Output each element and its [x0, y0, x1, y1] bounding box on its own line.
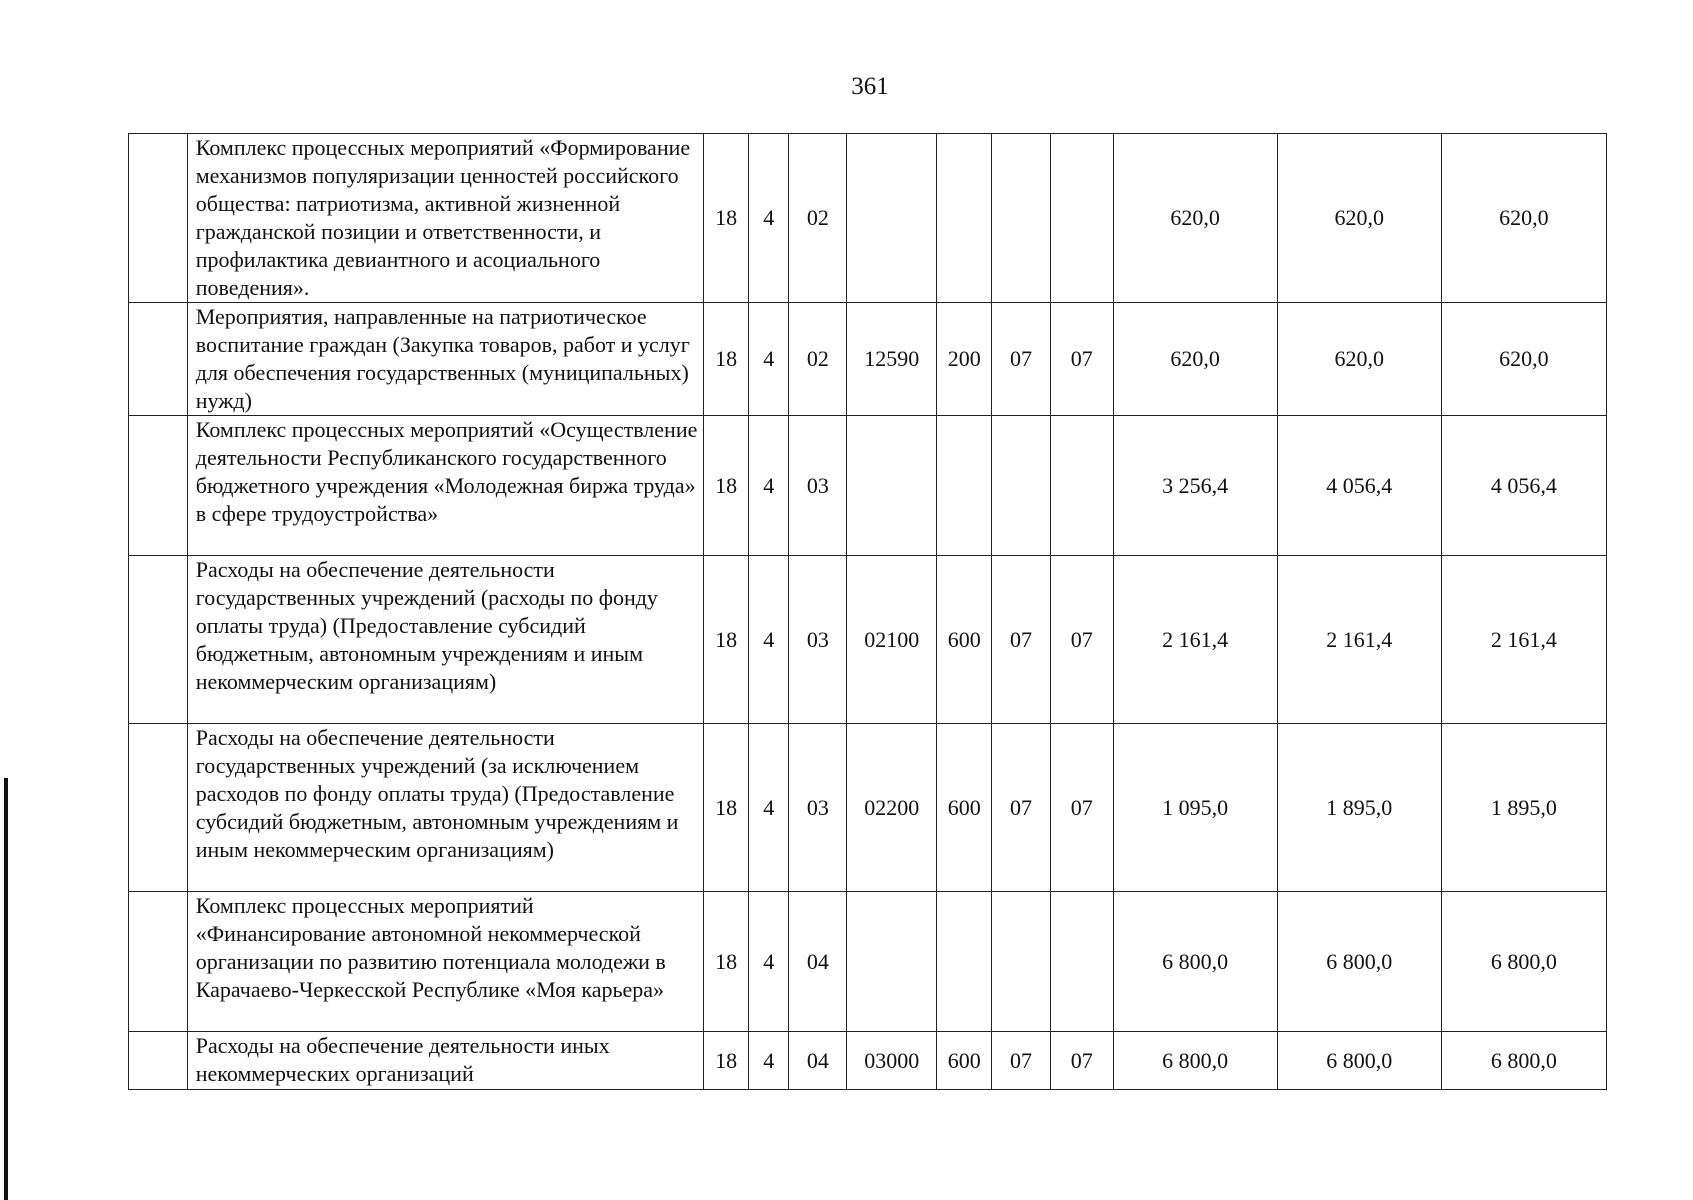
table-row [129, 892, 1607, 1032]
code-cell [847, 892, 937, 1032]
code-cell: 4 [748, 1032, 789, 1090]
table-row [129, 134, 1607, 303]
amount-cell: 6 800,0 [1277, 1032, 1441, 1090]
amount-cell: 1 895,0 [1441, 724, 1606, 892]
row-index-cell [129, 892, 188, 1032]
code-cell: 18 [704, 724, 749, 892]
amount-cell: 4 056,4 [1441, 416, 1606, 556]
amount-cell: 3 256,4 [1113, 416, 1277, 556]
code-cell: 4 [748, 416, 789, 556]
code-cell: 600 [937, 1032, 992, 1090]
code-cell: 04 [789, 892, 847, 1032]
budget-table [128, 133, 1607, 1090]
code-cell: 600 [937, 724, 992, 892]
row-description: Расходы на обеспечение деятельности иных некоммерческих организаций [187, 1032, 704, 1090]
amount-cell: 2 161,4 [1277, 556, 1441, 724]
code-cell: 07 [1050, 1032, 1113, 1090]
code-cell: 4 [748, 134, 789, 303]
code-cell: 07 [992, 556, 1051, 724]
amount-cell: 6 800,0 [1113, 892, 1277, 1032]
row-index-cell [129, 556, 188, 724]
code-cell: 4 [748, 303, 789, 416]
code-cell [1050, 134, 1113, 303]
code-cell: 07 [992, 1032, 1051, 1090]
code-cell: 03000 [847, 1032, 937, 1090]
code-cell [937, 134, 992, 303]
amount-cell: 2 161,4 [1441, 556, 1606, 724]
code-cell: 02 [789, 303, 847, 416]
page-number: 361 [851, 73, 889, 100]
amount-cell: 6 800,0 [1277, 892, 1441, 1032]
row-description: Комплекс процессных мероприятий «Формирование механизмов популяризации ценностей российского общества: патриотизма, активной жизненной гражданской позиции и ответственности, и профилактика девиантного и асоциального поведения». [187, 134, 704, 303]
amount-cell: 620,0 [1441, 134, 1606, 303]
amount-cell: 620,0 [1113, 134, 1277, 303]
amount-cell: 620,0 [1277, 303, 1441, 416]
row-description: Мероприятия, направленные на патриотическое воспитание граждан (Закупка товаров, работ и услуг для обеспечения государственных (муниципальных) нужд) [187, 303, 704, 416]
amount-cell: 620,0 [1113, 303, 1277, 416]
table-row [129, 724, 1607, 892]
code-cell: 18 [704, 303, 749, 416]
code-cell: 4 [748, 556, 789, 724]
row-description: Расходы на обеспечение деятельности государственных учреждений (за исключением расходов по фонду оплаты труда) (Предоставление субсидий бюджетным, автономным учреждениям и иным некоммерческим организациям) [187, 724, 704, 892]
code-cell: 03 [789, 724, 847, 892]
code-cell [1050, 416, 1113, 556]
code-cell [992, 134, 1051, 303]
row-index-cell [129, 416, 188, 556]
row-description: Комплекс процессных мероприятий «Финансирование автономной некоммерческой организации по развитию потенциала молодежи в Карачаево-Черкесской Республике «Моя карьера» [187, 892, 704, 1032]
code-cell: 18 [704, 556, 749, 724]
code-cell: 18 [704, 416, 749, 556]
code-cell: 02100 [847, 556, 937, 724]
code-cell: 02200 [847, 724, 937, 892]
code-cell: 07 [1050, 724, 1113, 892]
code-cell [937, 416, 992, 556]
code-cell [937, 892, 992, 1032]
code-cell: 600 [937, 556, 992, 724]
amount-cell: 6 800,0 [1113, 1032, 1277, 1090]
row-index-cell [129, 134, 188, 303]
code-cell: 200 [937, 303, 992, 416]
code-cell: 07 [992, 303, 1051, 416]
scan-edge-mark [4, 778, 8, 1200]
code-cell [847, 416, 937, 556]
amount-cell: 6 800,0 [1441, 892, 1606, 1032]
code-cell [992, 416, 1051, 556]
code-cell: 07 [1050, 556, 1113, 724]
code-cell: 02 [789, 134, 847, 303]
amount-cell: 620,0 [1441, 303, 1606, 416]
row-description: Комплекс процессных мероприятий «Осуществление деятельности Республиканского государственного бюджетного учреждения «Молодежная биржа труда» в сфере трудоустройства» [187, 416, 704, 556]
code-cell: 18 [704, 892, 749, 1032]
amount-cell: 2 161,4 [1113, 556, 1277, 724]
code-cell: 03 [789, 556, 847, 724]
amount-cell: 6 800,0 [1441, 1032, 1606, 1090]
table-row [129, 556, 1607, 724]
code-cell [1050, 892, 1113, 1032]
amount-cell: 1 095,0 [1113, 724, 1277, 892]
code-cell: 12590 [847, 303, 937, 416]
code-cell [992, 892, 1051, 1032]
table-row [129, 303, 1607, 416]
row-index-cell [129, 303, 188, 416]
code-cell: 04 [789, 1032, 847, 1090]
amount-cell: 620,0 [1277, 134, 1441, 303]
table-row [129, 1032, 1607, 1090]
row-index-cell [129, 1032, 188, 1090]
code-cell: 18 [704, 1032, 749, 1090]
code-cell: 03 [789, 416, 847, 556]
code-cell: 07 [992, 724, 1051, 892]
amount-cell: 4 056,4 [1277, 416, 1441, 556]
amount-cell: 1 895,0 [1277, 724, 1441, 892]
row-index-cell [129, 724, 188, 892]
code-cell: 4 [748, 892, 789, 1032]
code-cell: 4 [748, 724, 789, 892]
table-row [129, 416, 1607, 556]
code-cell: 07 [1050, 303, 1113, 416]
row-description: Расходы на обеспечение деятельности государственных учреждений (расходы по фонду оплаты труда) (Предоставление субсидий бюджетным, автономным учреждениям и иным некоммерческим организациям) [187, 556, 704, 724]
code-cell: 18 [704, 134, 749, 303]
code-cell [847, 134, 937, 303]
